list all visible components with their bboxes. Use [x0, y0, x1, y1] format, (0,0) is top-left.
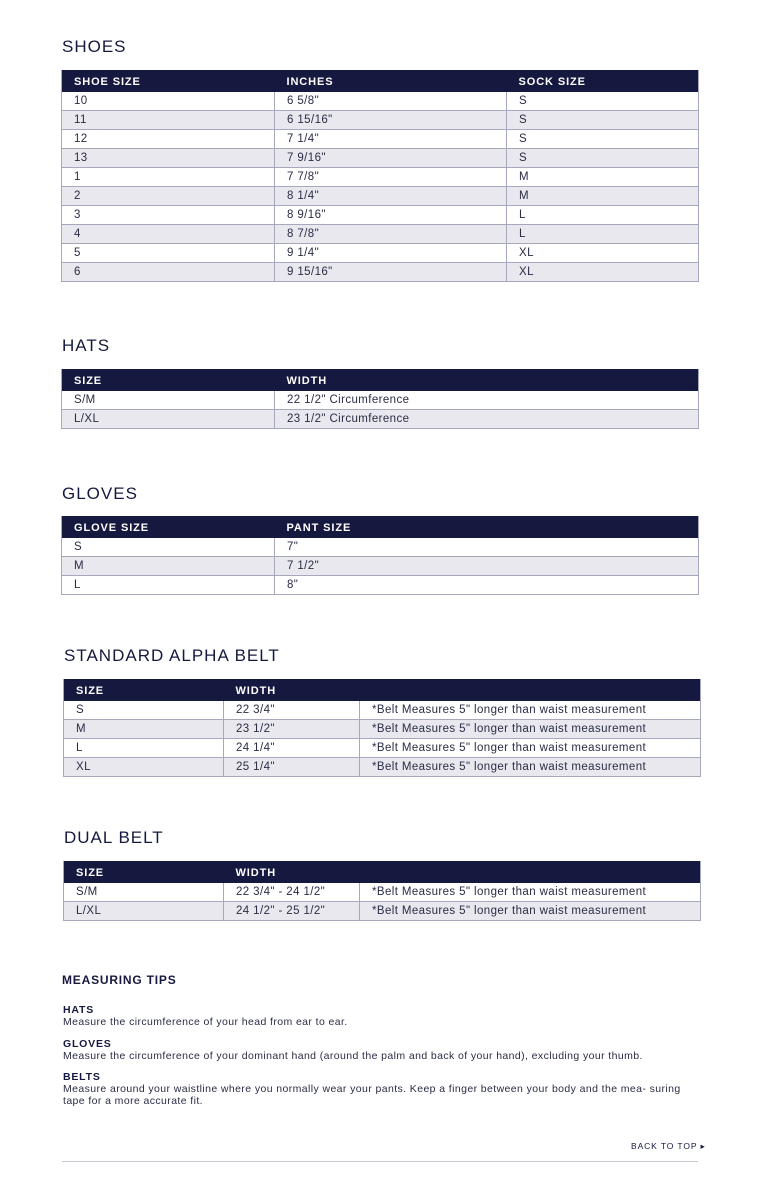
tip-gloves-title: GLOVES — [63, 1038, 112, 1050]
table-row — [64, 883, 701, 902]
table-cell: *Belt Measures 5" longer than waist measurement — [360, 739, 701, 758]
hats-table — [61, 369, 699, 429]
table-cell: 12 — [62, 130, 275, 149]
table-cell: L — [64, 739, 224, 758]
back-to-top-link[interactable] — [631, 1141, 706, 1152]
tip-hats — [63, 1004, 703, 1028]
table-row — [62, 206, 699, 225]
dual-belt-title: DUAL BELT — [64, 828, 164, 847]
table-row — [64, 739, 701, 758]
table-cell: 8 9/16" — [275, 206, 507, 225]
gloves-table — [61, 516, 699, 595]
table-cell: 1 — [62, 168, 275, 187]
tip-belts-title: BELTS — [63, 1071, 101, 1083]
table-cell: L — [62, 576, 275, 595]
column-header: SIZE — [64, 861, 224, 883]
back-to-top-label: BACK TO TOP — [631, 1141, 698, 1151]
table-row — [62, 391, 699, 410]
table-row — [62, 168, 699, 187]
table-row — [62, 130, 699, 149]
table-row — [64, 701, 701, 720]
table-row — [62, 263, 699, 282]
table-cell: L/XL — [64, 902, 224, 921]
table-cell: S — [507, 149, 699, 168]
column-header: SOCK SIZE — [507, 70, 699, 92]
table-cell: 3 — [62, 206, 275, 225]
table-cell: L — [507, 225, 699, 244]
header-row — [64, 861, 701, 883]
table-row — [64, 758, 701, 777]
table-cell: 6 5/8" — [275, 92, 507, 111]
column-header: WIDTH — [224, 861, 360, 883]
table-row — [62, 538, 699, 557]
column-header: PANT SIZE — [275, 516, 699, 538]
table-cell: L — [507, 206, 699, 225]
header-row — [64, 679, 701, 701]
column-header: WIDTH — [224, 679, 360, 701]
arrow-right-icon: ▸ — [700, 1141, 706, 1151]
table-cell: 7 1/2" — [275, 557, 699, 576]
table-cell: 6 — [62, 263, 275, 282]
table-cell: S — [507, 130, 699, 149]
bottom-divider — [62, 1161, 698, 1162]
table-row — [62, 149, 699, 168]
column-header: INCHES — [275, 70, 507, 92]
table-cell: S — [62, 538, 275, 557]
table-cell: 23 1/2" — [224, 720, 360, 739]
hats-title: HATS — [62, 336, 111, 355]
table-row — [62, 576, 699, 595]
table-cell: *Belt Measures 5" longer than waist measurement — [360, 701, 701, 720]
table-cell: 8" — [275, 576, 699, 595]
table-cell: 7" — [275, 538, 699, 557]
table-cell: *Belt Measures 5" longer than waist measurement — [360, 758, 701, 777]
table-cell: 11 — [62, 111, 275, 130]
table-row — [62, 557, 699, 576]
shoes-title: SHOES — [62, 37, 127, 56]
table-cell: S — [507, 92, 699, 111]
table-cell: 7 9/16" — [275, 149, 507, 168]
column-header: WIDTH — [275, 369, 699, 391]
table-row — [64, 902, 701, 921]
table-cell: XL — [507, 263, 699, 282]
table-cell: 24 1/2" - 25 1/2" — [224, 902, 360, 921]
table-row — [62, 410, 699, 429]
table-cell: M — [507, 168, 699, 187]
table-cell: S — [64, 701, 224, 720]
table-cell: *Belt Measures 5" longer than waist measurement — [360, 720, 701, 739]
column-header: SHOE SIZE — [62, 70, 275, 92]
tip-belts — [63, 1071, 701, 1107]
table-cell: M — [64, 720, 224, 739]
table-cell: 25 1/4" — [224, 758, 360, 777]
table-cell: L/XL — [62, 410, 275, 429]
tip-hats-title: HATS — [63, 1004, 95, 1016]
table-cell: S/M — [62, 391, 275, 410]
table-cell: *Belt Measures 5" longer than waist measurement — [360, 902, 701, 921]
dual-belt-table — [63, 861, 701, 921]
table-cell: 2 — [62, 187, 275, 206]
tip-hats-text: Measure the circumference of your head from ear to ear. — [63, 1016, 348, 1028]
table-cell: 5 — [62, 244, 275, 263]
column-header: SIZE — [62, 369, 275, 391]
header-row — [62, 369, 699, 391]
table-cell: 22 1/2" Circumference — [275, 391, 699, 410]
alpha-belt-table — [63, 679, 701, 777]
column-header: SIZE — [64, 679, 224, 701]
table-cell: 22 3/4" — [224, 701, 360, 720]
column-header: GLOVE SIZE — [62, 516, 275, 538]
table-row — [62, 111, 699, 130]
table-cell: 24 1/4" — [224, 739, 360, 758]
gloves-title: GLOVES — [62, 484, 138, 503]
table-cell: 10 — [62, 92, 275, 111]
table-cell: 4 — [62, 225, 275, 244]
tip-belts-text: Measure around your waistline where you normally wear your pants. Keep a finger between your body and the mea- suring tape for a more accurate fit. — [63, 1083, 681, 1107]
table-cell: 7 7/8" — [275, 168, 507, 187]
table-cell: 22 3/4" - 24 1/2" — [224, 883, 360, 902]
header-row — [62, 70, 699, 92]
table-row — [62, 92, 699, 111]
table-cell: 8 7/8" — [275, 225, 507, 244]
table-cell: 9 15/16" — [275, 263, 507, 282]
table-cell: 7 1/4" — [275, 130, 507, 149]
table-cell: *Belt Measures 5" longer than waist measurement — [360, 883, 701, 902]
header-row — [62, 516, 699, 538]
table-cell: 23 1/2" Circumference — [275, 410, 699, 429]
table-cell: 13 — [62, 149, 275, 168]
table-row — [62, 187, 699, 206]
column-header — [360, 679, 701, 701]
table-cell: 9 1/4" — [275, 244, 507, 263]
table-cell: 6 15/16" — [275, 111, 507, 130]
table-cell: XL — [64, 758, 224, 777]
alpha-belt-title: STANDARD ALPHA BELT — [64, 646, 280, 665]
table-cell: S — [507, 111, 699, 130]
column-header — [360, 861, 701, 883]
shoes-table — [61, 70, 699, 282]
table-cell: M — [507, 187, 699, 206]
table-cell: S/M — [64, 883, 224, 902]
table-row — [64, 720, 701, 739]
table-row — [62, 225, 699, 244]
tip-gloves-text: Measure the circumference of your dominant hand (around the palm and back of your hand), excluding your thumb. — [63, 1050, 643, 1062]
table-cell: 8 1/4" — [275, 187, 507, 206]
table-row — [62, 244, 699, 263]
measuring-tips-heading: MEASURING TIPS — [62, 973, 177, 987]
table-cell: M — [62, 557, 275, 576]
tip-gloves — [63, 1038, 703, 1062]
table-cell: XL — [507, 244, 699, 263]
